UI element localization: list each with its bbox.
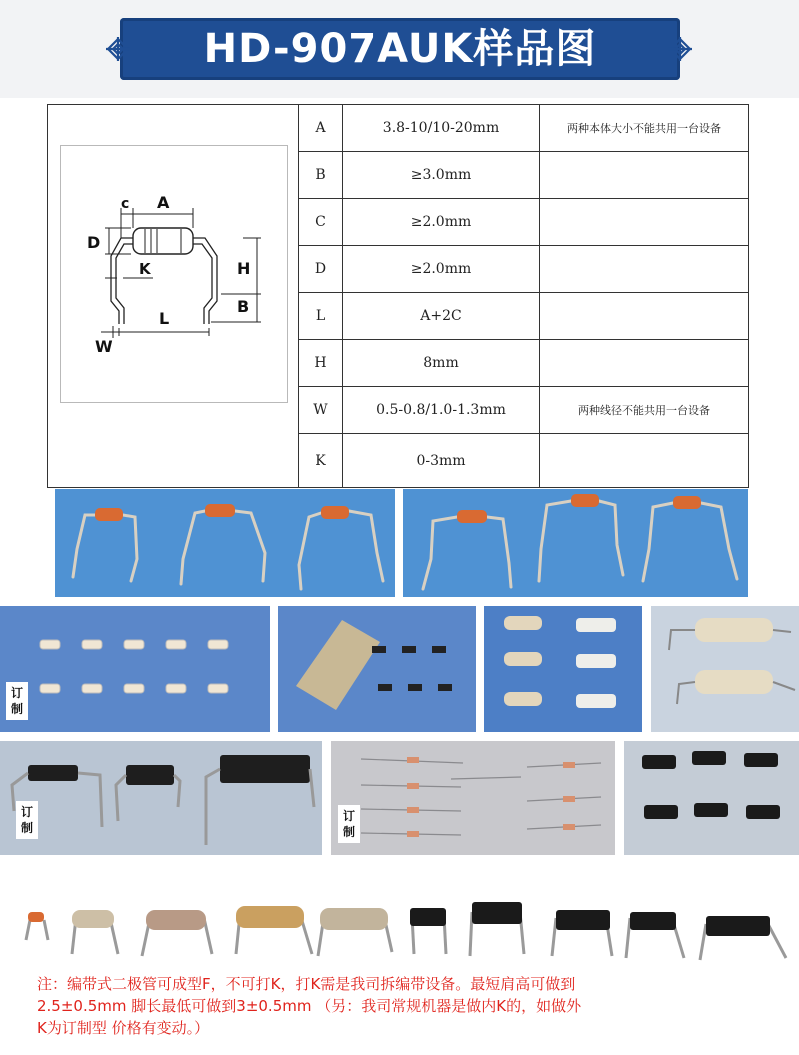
spec-value: ≥3.0mm — [343, 152, 540, 198]
spec-value: 8mm — [343, 340, 540, 386]
photo-formed-parts-row — [0, 864, 799, 968]
resistor-grid-drawing — [0, 606, 270, 732]
spec-key: L — [299, 293, 343, 339]
plastic-diode-drawing — [624, 741, 799, 855]
page-title: HD-907AUK样品图 — [203, 26, 597, 72]
photo-glass-diode-left — [55, 489, 395, 597]
photo-large-resistors — [651, 606, 799, 732]
custom-tag: 订制 — [338, 805, 360, 843]
glass-diode-drawing — [331, 741, 615, 855]
spec-note — [540, 293, 748, 339]
chinese-knot-icon-right — [668, 37, 692, 61]
spec-value: ≥2.0mm — [343, 246, 540, 292]
spec-note — [540, 340, 748, 386]
footnote — [37, 973, 785, 1039]
diagram-label-l: L — [159, 309, 170, 328]
spec-note: 两种线径不能共用一台设备 — [578, 404, 710, 417]
photo-glass-diode-right — [403, 489, 748, 597]
diagram-label-w: W — [95, 337, 113, 356]
spec-table — [47, 104, 749, 488]
spec-key: K — [299, 434, 343, 487]
glass-diode-drawing — [55, 489, 395, 597]
photo-custom-glass-diodes — [331, 741, 615, 855]
header-banner — [0, 0, 799, 98]
bridge-component-drawing — [0, 741, 322, 855]
spec-row-d — [299, 246, 748, 293]
spec-key: D — [299, 246, 343, 292]
pcb-drawing — [278, 606, 476, 732]
glass-diode-drawing — [403, 489, 748, 597]
chinese-knot-icon-left — [106, 37, 130, 61]
dimension-diagram — [61, 146, 287, 402]
spec-row-c — [299, 199, 748, 246]
spec-row-l — [299, 293, 748, 340]
spec-note — [540, 152, 748, 198]
spec-key: B — [299, 152, 343, 198]
spec-value: A+2C — [343, 293, 540, 339]
diagram-label-b: B — [237, 297, 250, 316]
spec-key: W — [299, 387, 343, 433]
custom-tag: 订制 — [6, 682, 28, 720]
resistor-drawing — [484, 606, 642, 732]
spec-key: H — [299, 340, 343, 386]
diagram-label-c: c — [121, 196, 130, 212]
photo-custom-bridge — [0, 741, 322, 855]
photo-plastic-diodes — [624, 741, 799, 855]
formed-parts-drawing — [0, 864, 799, 968]
custom-tag: 订制 — [16, 801, 38, 839]
dimension-diagram-cell — [48, 105, 299, 487]
spec-value: 0-3mm — [343, 434, 540, 487]
spec-row-w — [299, 387, 748, 434]
spec-note: 两种本体大小不能共用一台设备 — [567, 122, 721, 135]
spec-value: 3.8-10/10-20mm — [343, 105, 540, 151]
diagram-label-k: K — [139, 260, 151, 278]
spec-note — [540, 199, 748, 245]
footnote-line-3: K为订制型 价格有变动。） — [37, 1019, 210, 1037]
spec-note — [540, 246, 748, 292]
diagram-label-d: D — [87, 233, 101, 252]
spec-note — [540, 434, 748, 487]
photo-pcb-diodes — [278, 606, 476, 732]
footnote-line-2: 2.5±0.5mm 脚长最低可做到3±0.5mm （另：我司常规机器是做内K的，如做外 — [37, 997, 582, 1015]
diagram-label-h: H — [237, 259, 251, 278]
spec-value: 0.5-0.8/1.0-1.3mm — [343, 387, 540, 433]
spec-row-b — [299, 152, 748, 199]
spec-row-k — [299, 434, 748, 487]
spec-key: C — [299, 199, 343, 245]
footnote-line-1: 注：编带式二极管可成型F，不可打K，打K需是我司拆编带设备。最短肩高可做到 — [37, 975, 576, 993]
spec-value: ≥2.0mm — [343, 199, 540, 245]
diagram-label-a: A — [157, 193, 170, 212]
resistor-drawing — [651, 606, 799, 732]
spec-key: A — [299, 105, 343, 151]
photo-wirewound-resistors — [484, 606, 642, 732]
dimension-diagram-frame — [60, 145, 288, 403]
spec-row-h — [299, 340, 748, 387]
spec-row-a — [299, 105, 748, 152]
photo-custom-resistors — [0, 606, 270, 732]
